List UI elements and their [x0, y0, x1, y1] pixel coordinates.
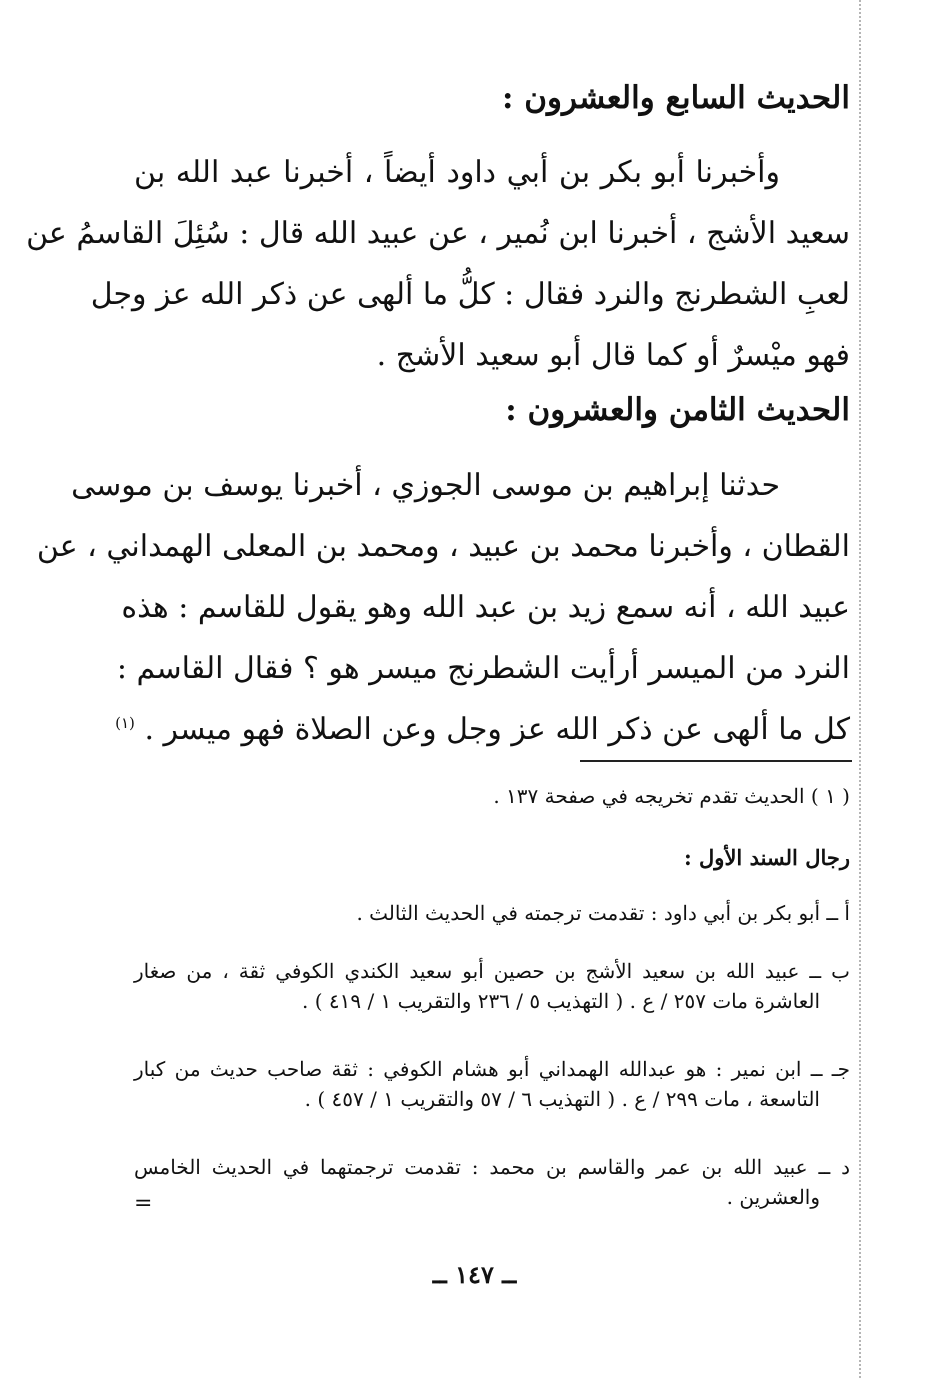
entry-line: والعشرين .: [726, 1185, 820, 1209]
narrator-entry-a: [134, 898, 850, 928]
entry-line: جـ ــ ابن نمير : هو عبدالله الهمداني أبو هشام الكوفي : ثقة صاحب حديث من كبار: [134, 1057, 850, 1081]
text-line: فهو ميْسرٌ أو كما قال أبو سعيد الأشج .: [376, 338, 850, 373]
narrators-heading: رجال السند الأول :: [683, 845, 850, 870]
text-line: عبيد الله ، أنه سمع زيد بن عبد الله وهو يقول للقاسم : هذه: [121, 590, 850, 625]
entry-line: ب ــ عبيد الله بن سعيد الأشج بن حصين أبو سعيد الكندي الكوفي ثقة ، من صغار: [134, 959, 850, 983]
text-line: القطان ، وأخبرنا محمد بن عبيد ، ومحمد بن المعلى الهمداني ، عن: [36, 529, 850, 564]
page-number: ــ ١٤٧ ــ: [432, 1260, 517, 1289]
text-line: لعبِ الشطرنج والنرد فقال : كلُّ ما ألهى عن ذكر الله عز وجل: [90, 277, 850, 312]
hadith-28-section: [134, 390, 850, 430]
last-line-text: كل ما ألهى عن ذكر الله عز وجل وعن الصلاة فهو ميسر .: [144, 712, 850, 747]
narrator-entry-d: [134, 1152, 850, 1212]
text-line: النرد من الميسر أرأيت الشطرنج ميسر هو ؟ فقال القاسم :: [116, 651, 850, 686]
text-line: حدثنا إبراهيم بن موسى الجوزي ، أخبرنا يوسف بن موسى: [71, 468, 780, 503]
text-line: [115, 699, 850, 760]
continuation-mark: =: [134, 1191, 153, 1216]
footnotes-section: [134, 782, 850, 810]
footnote-1: ( ١ ) الحديث تقدم تخريجه في صفحة ١٣٧ .: [493, 784, 850, 808]
entry-line: د ــ عبيد الله بن عمر والقاسم بن محمد : تقدمت ترجمتهما في الحديث الخامس: [134, 1155, 851, 1179]
narrator-entry-c: [134, 1054, 850, 1114]
text-line: سعيد الأشج ، أخبرنا ابن نُمير ، عن عبيد الله قال : سُئِلَ القاسمُ عن: [26, 216, 850, 251]
hadith-28-text: [36, 455, 850, 760]
hadith-27-text: [26, 142, 850, 386]
entry-line: العاشرة مات ٢٥٧ / ع . ( التهذيب ٥ / ٢٣٦ والتقريب ١ / ٤١٩ ) .: [301, 989, 820, 1013]
hadith-28-heading: الحديث الثامن والعشرون :: [505, 392, 850, 428]
footnote-separator: [580, 760, 852, 762]
hadith-27-section: [134, 78, 850, 118]
entry-line: أ ــ أبو بكر بن أبي داود : تقدمت ترجمته في الحديث الثالث .: [356, 901, 850, 925]
binding-dotted-line: [859, 0, 861, 1378]
footnote-ref: (١): [115, 714, 135, 732]
narrators-section: [134, 844, 850, 872]
entry-line: التاسعة ، مات ٢٩٩ / ع . ( التهذيب ٦ / ٥٧ والتقريب ١ / ٤٥٧ ) .: [304, 1087, 820, 1111]
narrator-entry-b: [134, 956, 850, 1016]
text-line: وأخبرنا أبو بكر بن أبي داود أيضاً ، أخبرنا عبد الله بن: [134, 155, 780, 190]
hadith-27-heading: الحديث السابع والعشرون :: [502, 80, 850, 116]
